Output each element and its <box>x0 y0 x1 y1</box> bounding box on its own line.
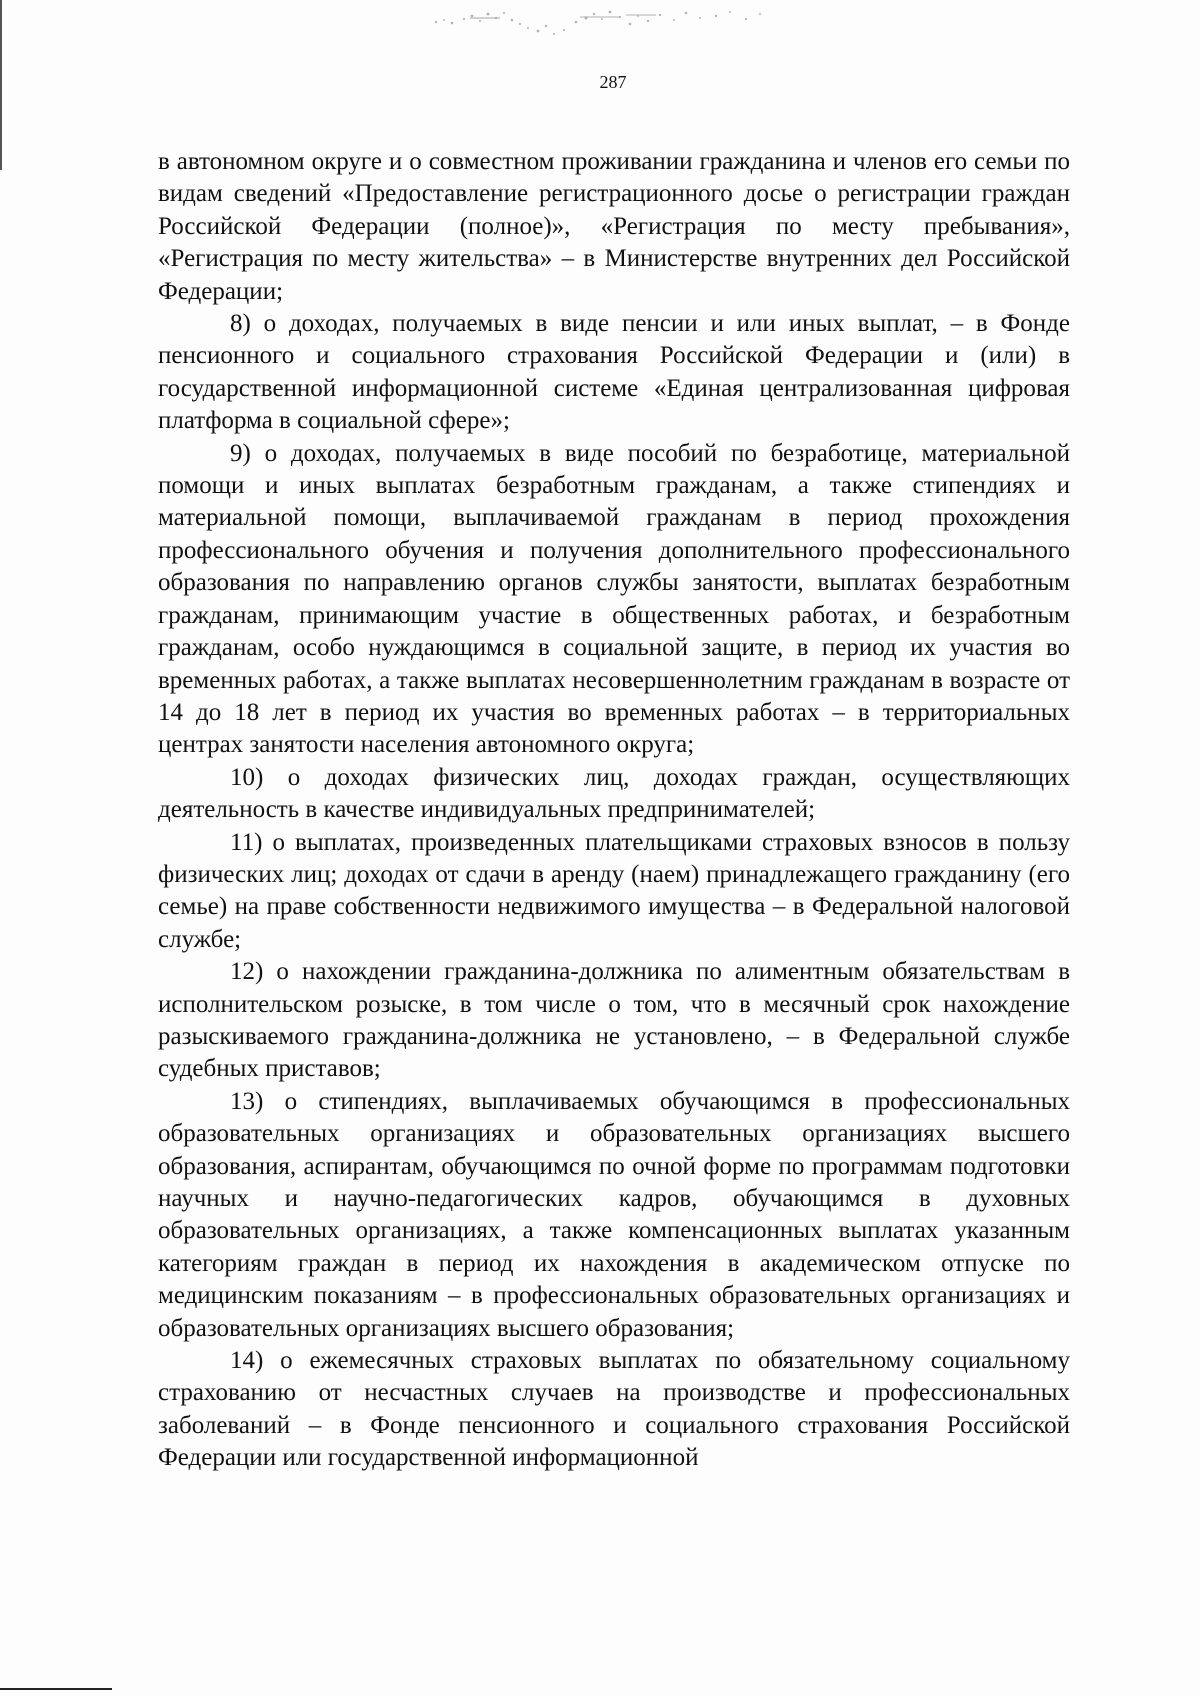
scan-footnote-rule <box>0 1688 112 1690</box>
paragraph-item-11: 11) о выплатах, произведенных плательщиками страховых взносов в пользу физических лиц; доходах от сдачи в аренду (наем) принадлежащего гражданину (его семье) на праве собственности недвижимого имущества – в Федеральной налоговой службе; <box>158 828 1070 953</box>
paragraph-item-12: 12) о нахождении гражданина-должника по алиментным обязательствам в исполнительском розыске, в том числе о том, что в месячный срок нахождение разыскиваемого гражданина-должника не установлено, – в Федеральной службе судебных приставов; <box>158 958 1070 1083</box>
page-number: 287 <box>599 72 627 92</box>
paragraph-item-8: 8) о доходах, получаемых в виде пенсии и или иных выплат, – в Фонде пенсионного и социального страхования Российской Федерации и (или) в государственной информационной системе «Единая централизованная цифровая платформа в социальной сфере»; <box>158 310 1070 435</box>
paragraph-item-13: 13) о стипендиях, выплачиваемых обучающимся в профессиональных образовательных организациях и образовательных организациях высшего образования, аспирантам, обучающимся по очной форме по программам подготовки научных и научно-педагогических кадров, обучающимся в духовных образовательных организациях, а также компенсационных выплатах указанным категориям граждан в период их нахождения в академическом отпуске по медицинским показаниям – в профессиональных образовательных организациях и образовательных организациях высшего образования; <box>158 1087 1070 1342</box>
paragraph-item-10: 10) о доходах физических лиц, доходах граждан, осуществляющих деятельность в качестве индивидуальных предпринимателей; <box>158 763 1070 824</box>
scan-artifact <box>430 4 770 40</box>
paragraph-continuation: в автономном округе и о совместном проживании гражданина и членов его семьи по видам сведений «Предоставление регистрационного досье о регистрации граждан Российской Федерации (полное)», «Регистрация по месту пребывания», «Регистрация по месту жительства» – в Министерстве внутренних дел Российской Федерации; <box>158 148 1070 305</box>
paragraph-item-9: 9) о доходах, получаемых в виде пособий по безработице, материальной помощи и иных выплатах безработным гражданам, а также стипендиях и материальной помощи, выплачиваемой гражданам в период прохождения профессионального обучения и получения дополнительного профессионального образования по направлению органов службы занятости, выплатах безработным гражданам, принимающим участие в общественных работах, и безработным гражданам, особо нуждающимся в социальной защите, в период их участия во временных работах, а также выплатах несовершеннолетним гражданам в возрасте от 14 до 18 лет в период их участия во временных работах – в территориальных центрах занятости населения автономного округа; <box>158 439 1070 759</box>
document-body <box>158 146 1070 1475</box>
paragraph-item-14: 14) о ежемесячных страховых выплатах по обязательному социальному страхованию от несчастных случаев на производстве и профессиональных заболеваний – в Фонде пенсионного и социального страхования Российской Федерации или государственной информационной <box>158 1347 1070 1472</box>
